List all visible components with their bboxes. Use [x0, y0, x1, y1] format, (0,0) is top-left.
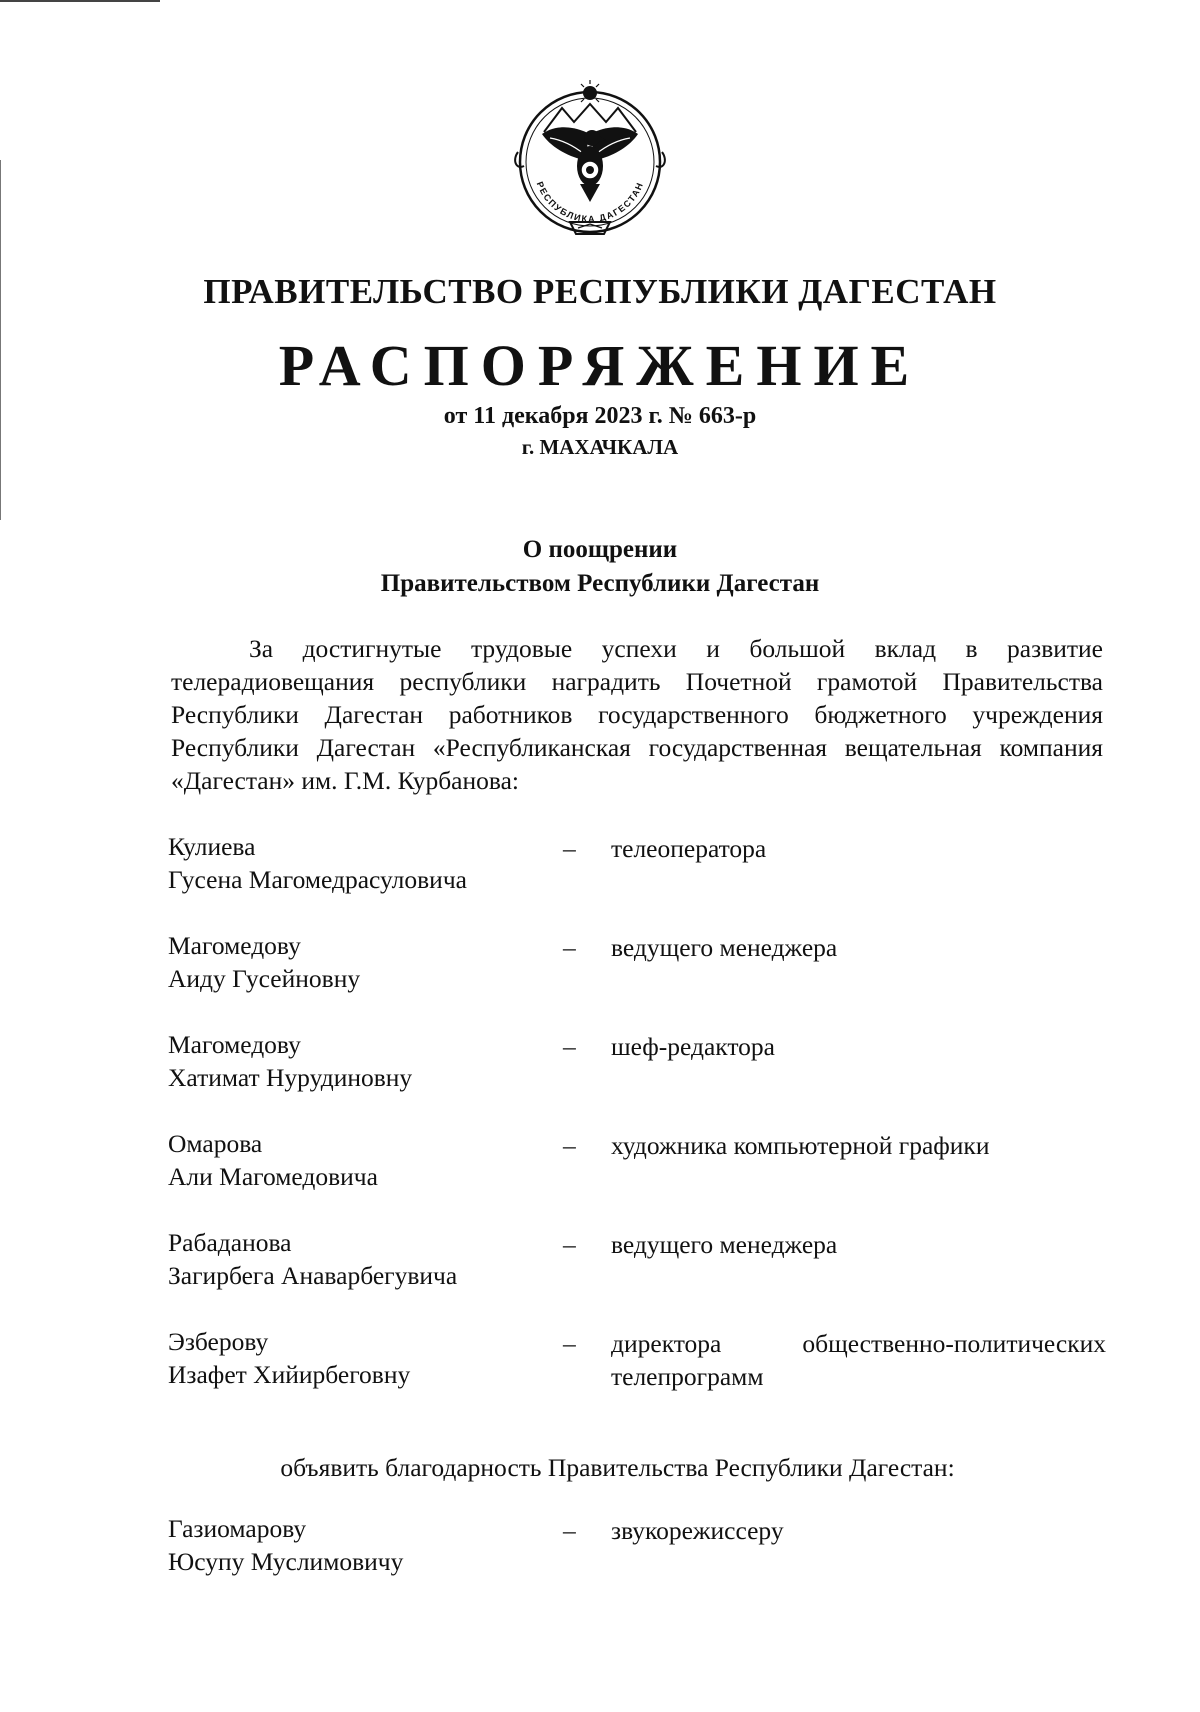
awardee-position: ведущего менеджера	[611, 933, 838, 962]
awardee-position-continued: телепрограмм	[611, 1362, 764, 1391]
emblem-ribbon-text: РЕСПУБЛИКА ДАГЕСТАН	[534, 180, 646, 225]
awardee-surname: Рабаданова	[168, 1228, 292, 1257]
thanks-list	[168, 1512, 1106, 1611]
awardee-dash: –	[563, 1032, 576, 1061]
awardee-name	[168, 830, 558, 896]
thanks-name	[168, 1512, 558, 1578]
awardee-row	[168, 830, 1106, 929]
awardee-position: художника компьютерной графики	[611, 1131, 990, 1160]
dagestan-coat-of-arms-emblem	[504, 74, 676, 246]
thanks-intro: объявить благодарность Правительства Республики Дагестан:	[280, 1453, 955, 1482]
awardee-surname: Магомедову	[168, 931, 301, 960]
document-subject	[0, 533, 1200, 601]
awardees-list	[168, 830, 1106, 1424]
thanks-given-names: Юсупу Муслимовичу	[168, 1547, 404, 1576]
thanks-row	[168, 1512, 1106, 1611]
awardee-row	[168, 1028, 1106, 1127]
awardee-row	[168, 1226, 1106, 1325]
awardee-position: ведущего менеджера	[611, 1230, 838, 1259]
scan-edge-top	[0, 0, 160, 2]
awardee-name	[168, 929, 558, 995]
awardee-dash: –	[563, 834, 576, 863]
awardee-row	[168, 929, 1106, 1028]
thanks-dash: –	[563, 1516, 576, 1545]
awardee-name	[168, 1226, 558, 1292]
subject-line-2: Правительством Республики Дагестан	[380, 570, 820, 597]
awardee-position: телеоператора	[611, 834, 767, 863]
awardee-surname: Кулиева	[168, 832, 256, 861]
thanks-position: звукорежиссеру	[611, 1516, 784, 1545]
awardee-given-names: Хатимат Нурудиновну	[168, 1063, 413, 1092]
awardee-position: директора общественно-политических	[611, 1329, 1106, 1358]
awardee-dash: –	[563, 1131, 576, 1160]
document-date-number: от 11 декабря 2023 г. № 663-р	[443, 403, 757, 429]
awardee-dash: –	[563, 1230, 576, 1259]
awardee-given-names: Аиду Гусейновну	[168, 964, 361, 993]
document-type-heading: РАСПОРЯЖЕНИЕ	[278, 333, 922, 398]
subject-line-1: О поощрении	[522, 536, 678, 563]
awardee-position: шеф-редактора	[611, 1032, 775, 1061]
awardee-name	[168, 1325, 558, 1391]
awardee-given-names: Изафет Хийирбеговну	[168, 1360, 411, 1389]
awardee-row	[168, 1325, 1106, 1424]
document-city: г. МАХАЧКАЛА	[521, 435, 679, 459]
awardee-row	[168, 1127, 1106, 1226]
thanks-surname: Газиомарову	[168, 1514, 307, 1543]
awardee-given-names: Гусена Магомедрасуловича	[168, 865, 467, 894]
awardee-dash: –	[563, 933, 576, 962]
government-title: ПРАВИТЕЛЬСТВО РЕСПУБЛИКИ ДАГЕСТАН	[203, 272, 997, 311]
awardee-surname: Эзберову	[168, 1327, 269, 1356]
awardee-surname: Магомедову	[168, 1030, 301, 1059]
awardee-name	[168, 1028, 558, 1094]
awardee-dash: –	[563, 1329, 576, 1358]
awardee-surname: Омарова	[168, 1129, 263, 1158]
awardee-given-names: Али Магомедовича	[168, 1162, 378, 1191]
awardee-name	[168, 1127, 558, 1193]
awardee-given-names: Загирбега Анаварбегувича	[168, 1261, 458, 1290]
body-paragraph: За достигнутые трудовые успехи и большой вклад в развитие телерадиовещания республики наградить Почетной грамотой Правительства Республики Дагестан работников государственного бюджетного учреждения Республики Дагестан «Республиканская государственная вещательная компания «Дагестан» им. Г.М. Курбанова:	[171, 634, 1103, 795]
